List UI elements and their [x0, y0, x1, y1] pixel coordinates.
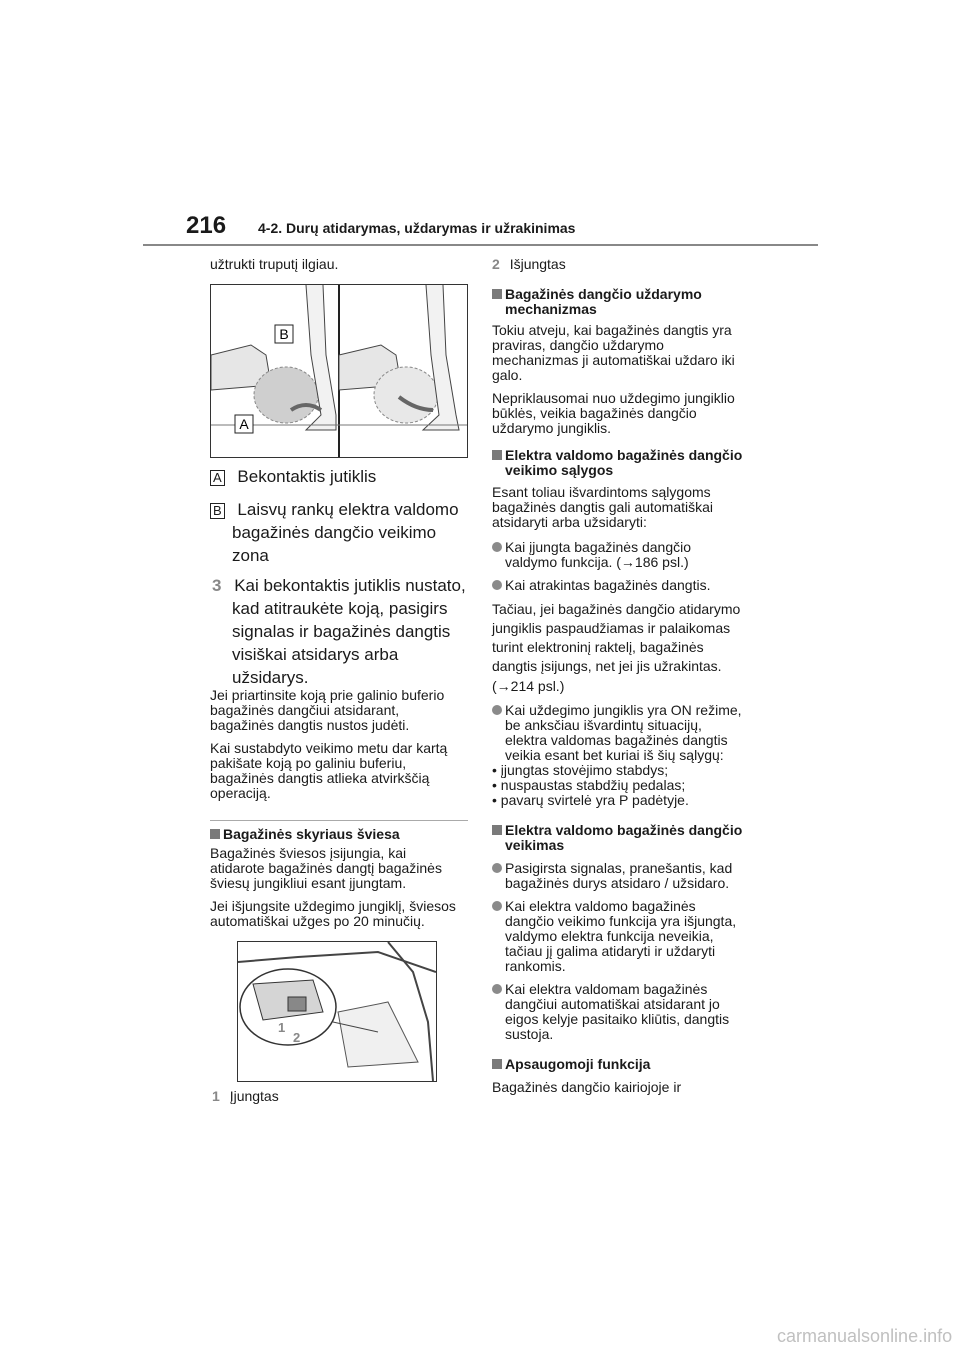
- p3-line-3: atsidaryti arba užsidaryti:: [492, 514, 647, 530]
- legend-a-text: Bekontaktis jutiklis: [237, 467, 377, 486]
- dot-bullet-icon: [492, 901, 502, 911]
- h3-line-1: Elektra valdomo bagažinės dangčio: [505, 822, 743, 838]
- light-p1-line-2: atidarote bagažinės dangtį bagažinės: [210, 860, 442, 876]
- b4-line-1: Pasigirsta signalas, pranešantis, kad: [505, 860, 733, 876]
- legend-b: [210, 498, 459, 521]
- page-number: 216: [186, 212, 227, 239]
- square-bullet-icon: [492, 450, 502, 460]
- p4-line-5: (→214 psl.): [492, 678, 565, 694]
- bullet-2: [492, 578, 710, 593]
- p4-line-2: jungiklis paspaudžiamas ir palaikomas: [492, 620, 731, 636]
- b5-line-1: Kai elektra valdomo bagažinės: [505, 898, 696, 914]
- p3-line-1: Esant toliau išvardintoms sąlygoms: [492, 484, 711, 500]
- step-3-line-4: visiškai atsidarys arba: [232, 645, 399, 664]
- step-3-line-5: užsidarys.: [232, 668, 309, 687]
- bullet-5: [492, 899, 696, 914]
- p2-line-3: uždarymo jungiklis.: [492, 420, 612, 436]
- h4: [492, 1057, 650, 1072]
- legend-b-line-3: zona: [232, 546, 269, 565]
- h3-line-2: veikimas: [505, 837, 565, 853]
- item-1: [212, 1089, 279, 1104]
- legend-key-b: B: [210, 503, 225, 519]
- b6-line-1: Kai elektra valdomam bagažinės: [505, 981, 708, 997]
- para1-line-2: bagažinės dangčiui atsidarant,: [210, 702, 400, 718]
- fig2-label-2: 2: [293, 1030, 301, 1045]
- para2-line-1: Kai sustabdyto veikimo metu dar kartą: [210, 740, 448, 756]
- b3-line-1: Kai uždegimo jungiklis yra ON režime,: [505, 702, 742, 718]
- trunk-light-illustration: [238, 942, 436, 1081]
- step-3-line-3: signalas ir bagažinės dangtis: [232, 622, 451, 641]
- intro-text: užtrukti truputį ilgiau.: [210, 256, 339, 272]
- b6-line-2: dangčiui automatiškai atsidarant jo: [505, 996, 720, 1012]
- b3-line-2: be anksčiau išvardintų situacijų,: [505, 717, 702, 733]
- b2-line-1: Kai atrakintas bagažinės dangtis.: [505, 577, 711, 593]
- p3-line-2: bagažinės dangtis gali automatiškai: [492, 499, 714, 515]
- b6-line-3: eigos kelyje pasitaiko kliūtis, dangtis: [505, 1011, 730, 1027]
- h1: [492, 287, 702, 302]
- item-1-text: Įjungtas: [229, 1088, 279, 1104]
- light-p2-line-2: automatiškai užges po 20 minučių.: [210, 913, 425, 929]
- light-p1-line-1: Bagažinės šviesos įsijungia, kai: [210, 845, 407, 861]
- square-bullet-icon: [492, 289, 502, 299]
- h2-line-1: Elektra valdomo bagažinės dangčio: [505, 447, 743, 463]
- legend-b-line-2: bagažinės dangčio veikimo: [232, 523, 437, 542]
- item-2-text: Išjungtas: [509, 256, 566, 272]
- dot-bullet-icon: [492, 542, 502, 552]
- light-heading-text: Bagažinės skyriaus šviesa: [223, 826, 400, 842]
- b5-line-5: rankomis.: [505, 958, 566, 974]
- b5-line-2: dangčio veikimo funkcija yra išjungta,: [505, 913, 737, 929]
- square-bullet-icon: [492, 1059, 502, 1069]
- light-p2-line-1: Jei išjungsite uždegimo jungiklį, šviesos: [210, 898, 456, 914]
- para2-line-2: pakišate koją po galiniu buferiu,: [210, 755, 407, 771]
- header-rule: [143, 244, 818, 246]
- b5-line-4: tačiau jį galima atidaryti ir uždaryti: [505, 943, 716, 959]
- dot-bullet-icon: [492, 705, 502, 715]
- divider: [210, 820, 468, 821]
- fig1-label-a: A: [239, 416, 249, 432]
- step-3-line-1: Kai bekontaktis jutiklis nustato,: [234, 576, 466, 595]
- p4-line-1: Tačiau, jei bagažinės dangčio atidarymo: [492, 601, 741, 617]
- para2-line-4: operaciją.: [210, 785, 271, 801]
- b1-line-2: valdymo funkcija. (→186 psl.): [505, 554, 689, 570]
- legend-a: [210, 465, 376, 488]
- p1-line-4: galo.: [492, 367, 523, 383]
- item-2-number: 2: [492, 256, 500, 272]
- figure-kick-sensor: [210, 284, 468, 458]
- fig1-label-b: B: [279, 326, 289, 342]
- b4-line-2: bagažinės durys atsidaro / užsidaro.: [505, 875, 730, 891]
- h4-text: Apsaugomoji funkcija: [505, 1056, 651, 1072]
- h1-line-1: Bagažinės dangčio uždarymo: [505, 286, 702, 302]
- bullet-1: [492, 540, 691, 555]
- h2: [492, 448, 742, 463]
- p4-line-3: turint elektroninį raktelį, bagažinės: [492, 639, 704, 655]
- p2-line-1: Nepriklausomai nuo uždegimo jungiklio: [492, 390, 735, 406]
- bullet-6: [492, 982, 707, 997]
- dot-bullet-icon: [492, 984, 502, 994]
- dot-bullet-icon: [492, 863, 502, 873]
- p1-line-2: praviras, dangčio uždarymo: [492, 337, 664, 353]
- p1-line-3: mechanizmas ji automatiškai uždaro iki: [492, 352, 735, 368]
- b3-line-3: elektra valdomas bagažinės dangtis: [505, 732, 728, 748]
- p1-line-1: Tokiu atveju, kai bagažinės dangtis yra: [492, 322, 732, 338]
- para1-line-1: Jei priartinsite koją prie galinio buferio: [210, 687, 445, 703]
- legend-b-line-1: Laisvų rankų elektra valdomo: [237, 500, 459, 519]
- figure-trunk-light: [237, 941, 437, 1082]
- h3: [492, 823, 742, 838]
- dot-bullet-icon: [492, 580, 502, 590]
- square-bullet-icon: [210, 829, 220, 839]
- p4-line-4: dangtis įsijungs, net jei jis užrakintas.: [492, 658, 722, 674]
- h1-line-2: mechanizmas: [505, 301, 597, 317]
- sub-line-3: • pavarų svirtelė yra P padėtyje.: [492, 792, 689, 808]
- light-heading: [210, 827, 400, 842]
- b6-line-4: sustoja.: [505, 1026, 554, 1042]
- section-title: 4-2. Durų atidarymas, uždarymas ir užrakinimas: [258, 220, 576, 236]
- bullet-3: [492, 703, 742, 718]
- item-2: [492, 257, 566, 272]
- p2-line-2: būklės, veikia bagažinės dangčio: [492, 405, 697, 421]
- para1-line-3: bagažinės dangtis nustos judėti.: [210, 717, 410, 733]
- kick-sensor-illustration: [211, 285, 467, 457]
- sub-line-2: • nuspaustas stabdžių pedalas;: [492, 777, 686, 793]
- b3-line-4: veikia esant bet kuriai iš šių sąlygų:: [505, 747, 724, 763]
- p5: Bagažinės dangčio kairiojoje ir: [492, 1079, 682, 1095]
- step-3-line-2: kad atitraukėte koją, pasigirs: [232, 599, 448, 618]
- para2-line-3: bagažinės dangtis atlieka atvirkščią: [210, 770, 430, 786]
- b1-line-1: Kai įjungta bagažinės dangčio: [505, 539, 692, 555]
- watermark: carmanualsonline.info: [777, 1326, 953, 1346]
- item-1-number: 1: [212, 1088, 220, 1104]
- bullet-4: [492, 861, 732, 876]
- h2-line-2: veikimo sąlygos: [505, 462, 614, 478]
- b5-line-3: valdymo elektra funkcija neveikia,: [505, 928, 714, 944]
- light-p1-line-3: šviesų jungikliui esant įjungtam.: [210, 875, 407, 891]
- step-3-number: 3: [212, 576, 222, 595]
- legend-key-a: A: [210, 470, 225, 486]
- sub-line-1: • įjungtas stovėjimo stabdys;: [492, 762, 669, 778]
- square-bullet-icon: [492, 825, 502, 835]
- fig2-label-1: 1: [278, 1020, 286, 1035]
- step-3: [212, 574, 466, 597]
